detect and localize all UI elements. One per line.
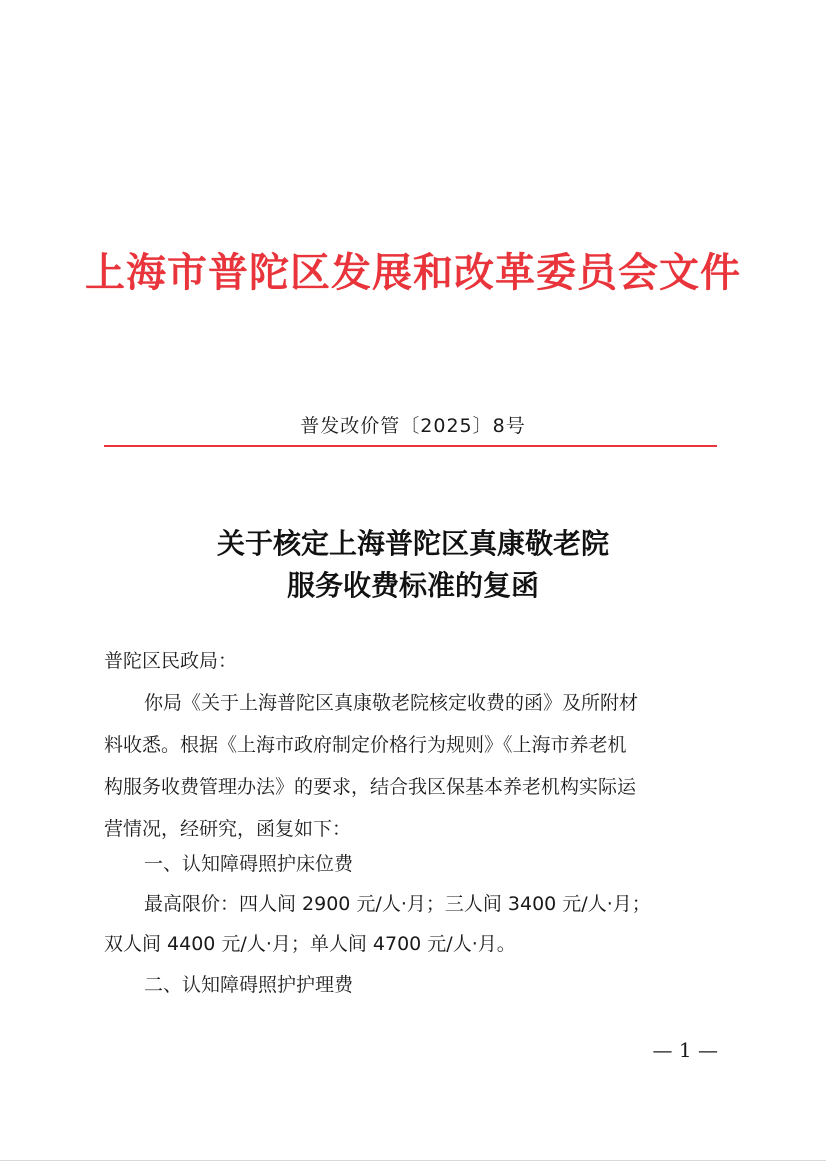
page-number: — 1 — [652,1038,718,1062]
page-bottom-edge [0,1160,826,1161]
section-1-line-1: 最高限价：四人间 2900 元/人·月；三人间 3400 元/人·月； [144,893,651,915]
subject-line-2: 服务收费标准的复函 [286,569,539,602]
issuer-header-title: 上海市普陀区发展和改革委员会文件 [85,249,741,296]
section-2-heading: 二、认知障碍照护护理费 [144,974,354,996]
section-1-line-2: 双人间 4400 元/人·月；单人间 4700 元/人·月。 [104,933,516,955]
document-body [104,0,716,1169]
paragraph-1-line-1: 你局《关于上海普陀区真康敬老院核定收费的函》及所附材 [144,692,639,714]
paragraph-1-line-3: 构服务收费管理办法》的要求，结合我区保基本养老机构实际运 [104,776,637,798]
paragraph-1-line-4: 营情况，经研究，函复如下： [104,818,352,840]
paragraph-1-line-2: 料收悉。根据《上海市政府制定价格行为规则》《上海市养老机 [104,734,627,756]
addressee: 普陀区民政局： [104,650,238,672]
section-1-heading: 一、认知障碍照护床位费 [144,853,354,875]
document-number: 普发改价管〔2025〕8号 [300,415,526,437]
subject-line-1: 关于核定上海普陀区真康敬老院 [216,527,609,560]
